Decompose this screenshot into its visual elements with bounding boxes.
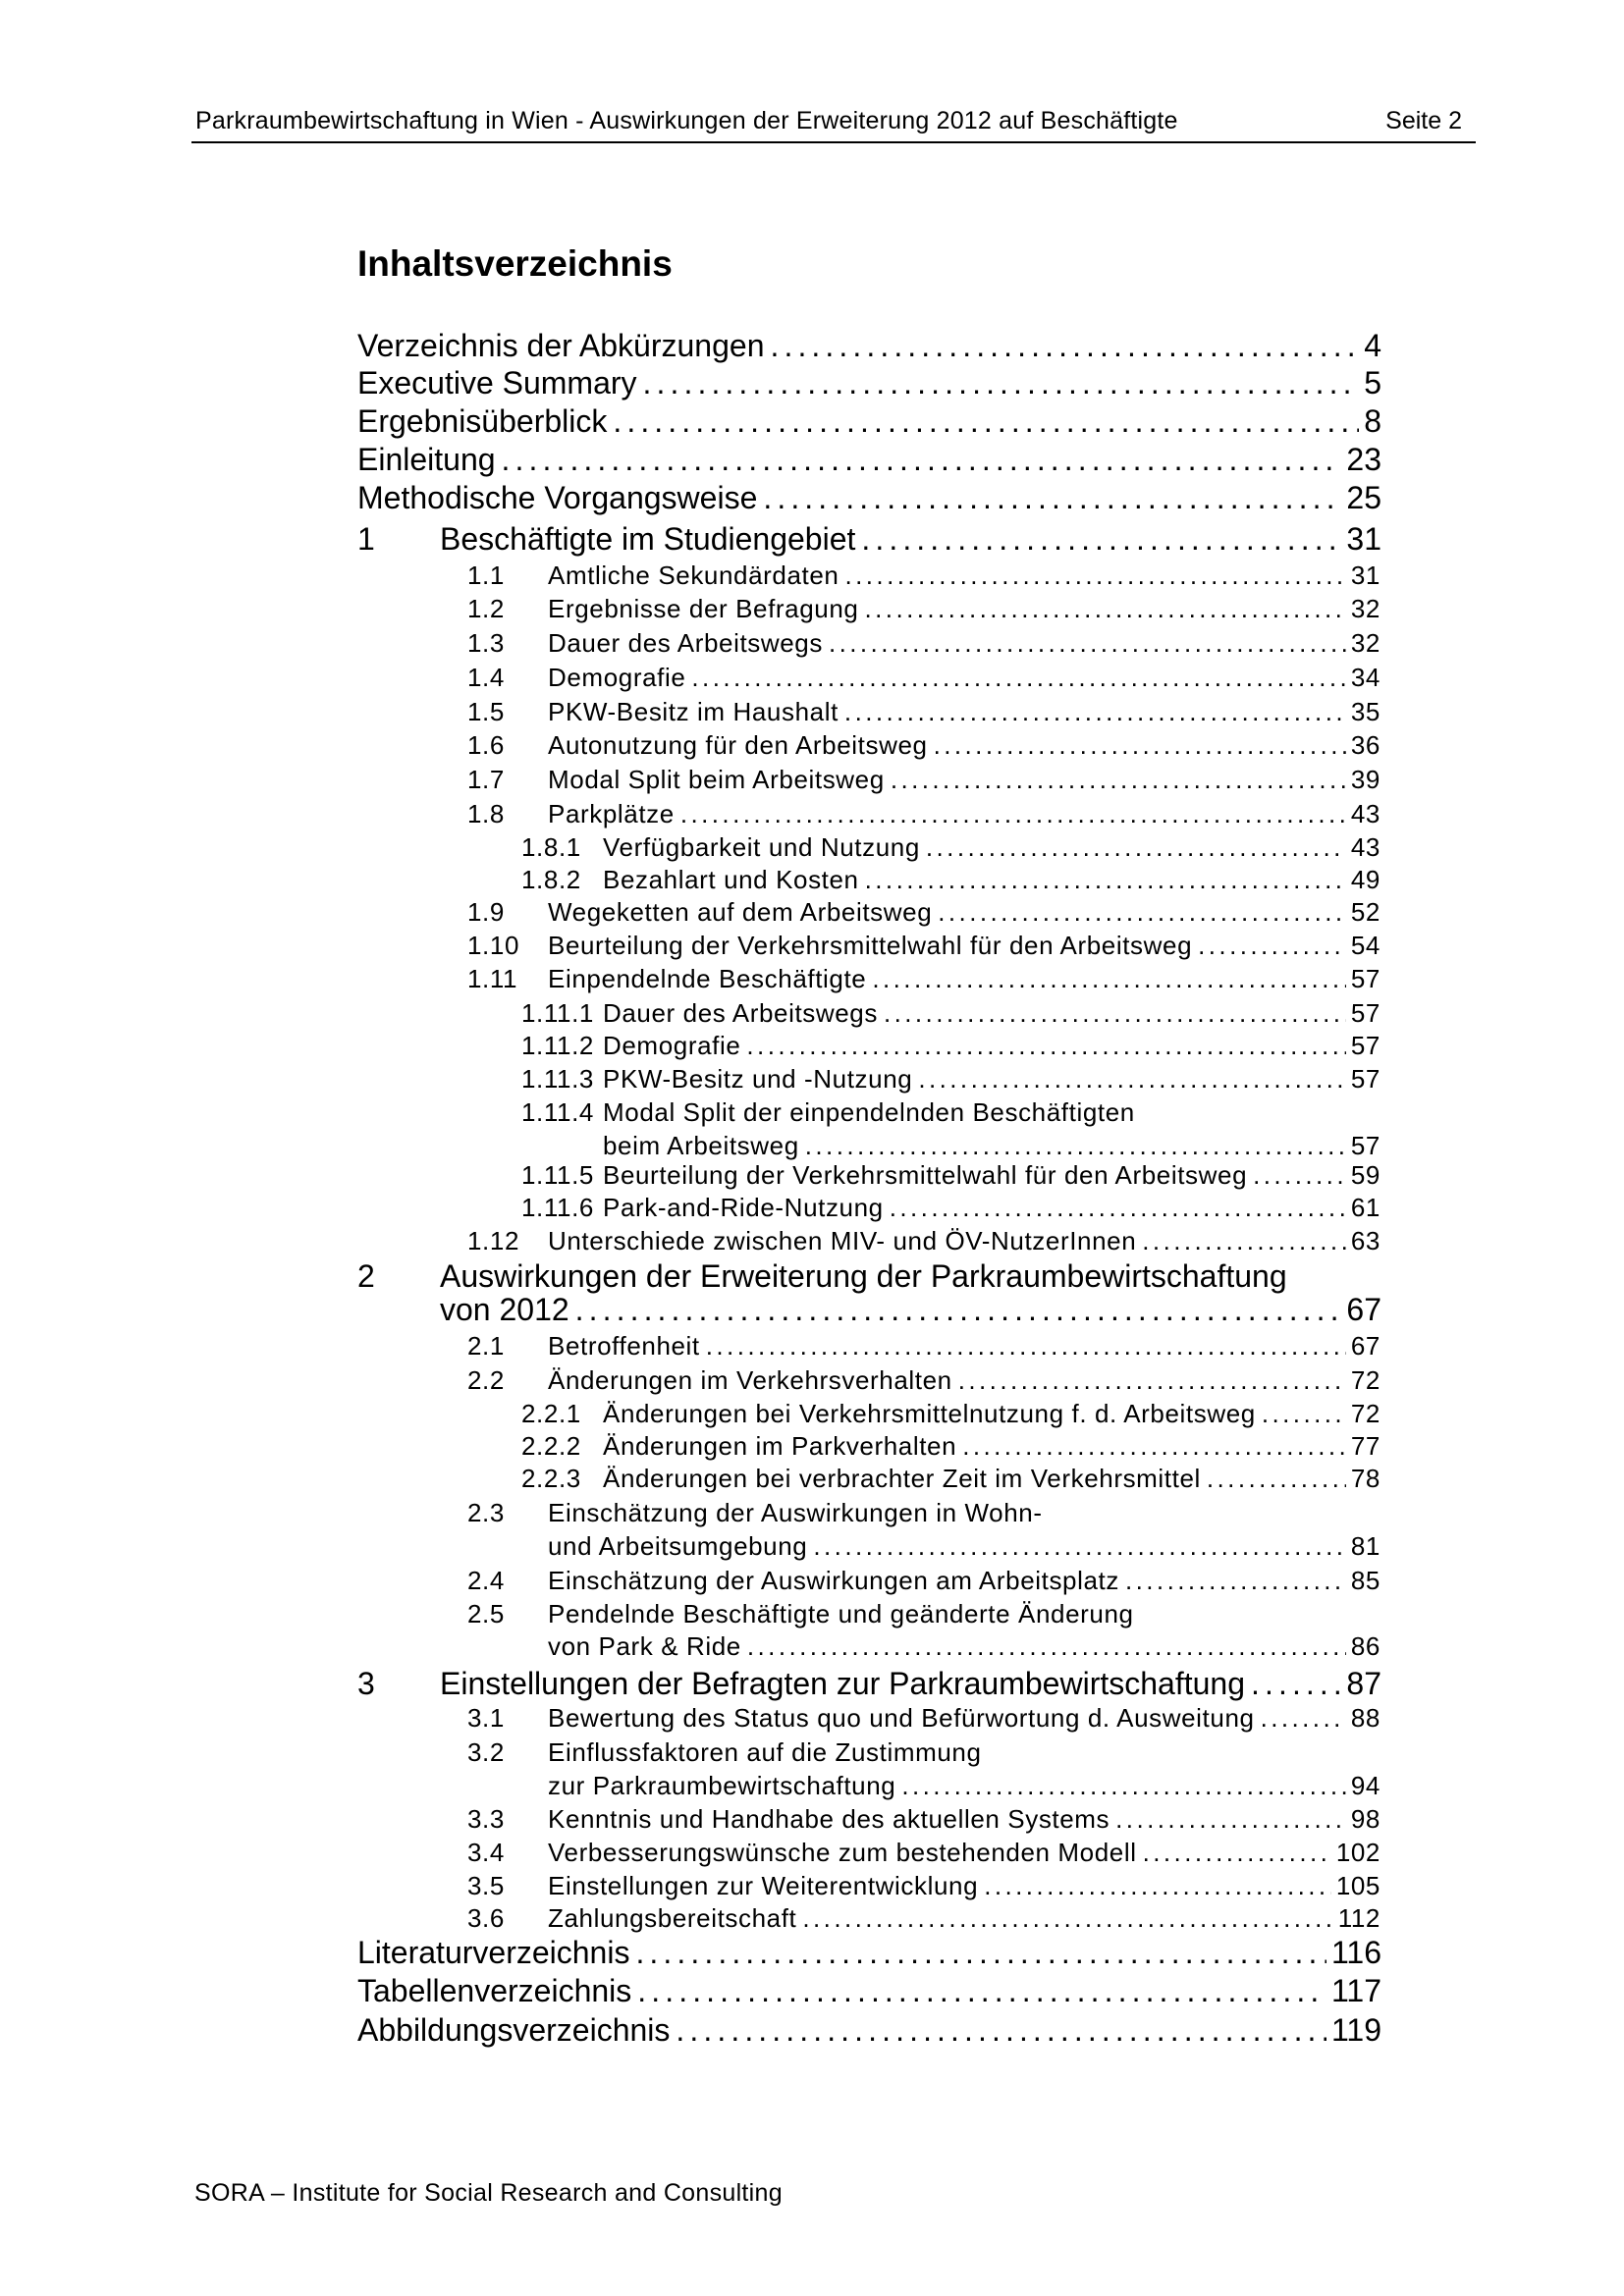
toc-entry-title: Kenntnis und Handhabe des aktuellen Systems	[548, 1803, 1110, 1834]
toc-entry-page: 36	[1350, 729, 1380, 760]
toc-dot-leader	[901, 1771, 1346, 1801]
toc-dot-leader	[918, 1064, 1346, 1095]
toc-entry-page: 43	[1350, 831, 1380, 862]
toc-entry-title: Einschätzung der Auswirkungen am Arbeitsplatz	[548, 1565, 1119, 1595]
toc-entry[interactable]	[603, 1031, 1380, 1061]
toc-entry-page: 59	[1350, 1159, 1380, 1190]
toc-entry-page: 63	[1350, 1225, 1380, 1255]
toc-entry-page: 32	[1350, 627, 1380, 658]
toc-entry[interactable]	[603, 1399, 1380, 1429]
toc-dot-leader	[643, 365, 1360, 401]
toc-entry-title: Amtliche Sekundärdaten	[548, 560, 839, 590]
toc-dot-leader	[635, 1935, 1326, 1971]
toc-entry-title: Modal Split beim Arbeitsweg	[548, 764, 885, 794]
toc-dot-leader	[926, 832, 1346, 863]
toc-dot-leader	[1262, 1399, 1346, 1429]
toc-entry-number: 1.3	[467, 627, 505, 658]
toc-entry-number: 1.11.2	[521, 1030, 594, 1060]
toc-entry-title: von 2012	[440, 1292, 569, 1328]
toc-entry-page: 57	[1350, 1030, 1380, 1060]
toc-entry[interactable]	[548, 1531, 1380, 1562]
toc-dot-leader	[844, 697, 1346, 727]
toc-entry-title: Verfügbarkeit und Nutzung	[603, 831, 920, 862]
toc-entry-title: Bezahlart und Kosten	[603, 864, 859, 894]
toc-entry-title: Wegeketten auf dem Arbeitsweg	[548, 896, 933, 927]
toc-entry-number: 1.7	[467, 764, 505, 794]
toc-entry[interactable]	[548, 594, 1380, 624]
toc-entry[interactable]	[548, 1331, 1380, 1362]
toc-entry-number: 1.11.6	[521, 1192, 594, 1222]
toc-entry-number: 1	[357, 521, 375, 558]
toc-entry-page: 54	[1350, 930, 1380, 960]
toc-entry-number: 1.11	[467, 963, 518, 993]
toc-entry-number: 1.8.2	[521, 864, 581, 894]
toc-entry-number: 3.6	[467, 1902, 505, 1933]
toc-dot-leader	[890, 1193, 1346, 1223]
toc-entry-page: 49	[1350, 864, 1380, 894]
toc-entry-page: 86	[1350, 1630, 1380, 1661]
toc-entry-page: 43	[1350, 798, 1380, 828]
toc-entry-title: Tabellenverzeichnis	[357, 1973, 632, 2009]
toc-dot-leader	[938, 897, 1346, 928]
toc-entry-page: 8	[1364, 403, 1381, 440]
toc-entry-number: 1.8.1	[521, 831, 581, 862]
toc-entry[interactable]	[603, 1431, 1380, 1462]
toc-dot-leader	[802, 1903, 1332, 1934]
toc-entry[interactable]	[548, 1804, 1380, 1835]
toc-entry-page: 72	[1350, 1398, 1380, 1428]
toc-entry-page: 52	[1350, 896, 1380, 927]
toc-entry[interactable]	[357, 1935, 1381, 1971]
toc-dot-leader	[865, 865, 1346, 895]
toc-entry[interactable]	[440, 1292, 1381, 1328]
toc-entry-number: 1.10	[467, 930, 520, 960]
toc-entry-number: 2	[357, 1258, 375, 1295]
toc-dot-leader	[676, 2012, 1326, 2049]
toc-entry[interactable]	[548, 663, 1380, 693]
toc-entry-page: 5	[1364, 365, 1381, 401]
toc-entry-number: 1.11.3	[521, 1063, 594, 1094]
toc-entry-title[interactable]: Pendelnde Beschäftigte und geänderte Änderung	[548, 1598, 1134, 1629]
toc-entry[interactable]	[440, 1666, 1381, 1702]
toc-entry-number: 2.3	[467, 1497, 505, 1527]
toc-entry-page: 116	[1330, 1935, 1381, 1971]
toc-entry[interactable]	[548, 799, 1380, 829]
toc-entry-title: Einpendelnde Beschäftigte	[548, 963, 867, 993]
toc-dot-leader	[1115, 1804, 1346, 1835]
toc-dot-leader	[746, 1031, 1345, 1061]
toc-entry-title[interactable]: Einschätzung der Auswirkungen in Wohn-	[548, 1497, 1043, 1527]
toc-entry-title: Beschäftigte im Studiengebiet	[440, 521, 856, 558]
toc-entry-title: Zahlungsbereitschaft	[548, 1902, 797, 1933]
toc-entry-number: 2.2.1	[521, 1398, 581, 1428]
toc-entry[interactable]	[357, 1973, 1381, 2009]
toc-entry[interactable]	[548, 697, 1380, 727]
toc-entry[interactable]	[548, 1566, 1380, 1596]
toc-dot-leader	[770, 328, 1359, 364]
toc-entry[interactable]	[548, 897, 1380, 928]
toc-entry-number: 1.1	[467, 560, 505, 590]
toc-entry-page: 77	[1350, 1430, 1380, 1461]
toc-entry-number: 1.11.1	[521, 997, 594, 1028]
toc-entry-page: 119	[1330, 2012, 1381, 2049]
toc-entry[interactable]	[548, 1838, 1380, 1868]
toc-dot-leader	[872, 964, 1346, 994]
toc-dot-leader	[706, 1331, 1346, 1362]
toc-entry-title: beim Arbeitsweg	[603, 1130, 799, 1160]
toc-entry-title: Dauer des Arbeitswegs	[603, 997, 878, 1028]
toc-entry[interactable]	[357, 480, 1381, 516]
toc-entry-title: von Park & Ride	[548, 1630, 741, 1661]
toc-entry-page: 78	[1350, 1463, 1380, 1493]
toc-entry-page: 31	[1346, 521, 1381, 558]
toc-dot-leader	[861, 521, 1341, 558]
toc-entry-page: 57	[1350, 963, 1380, 993]
toc-entry[interactable]	[548, 1771, 1380, 1801]
toc-entry-title: PKW-Besitz und -Nutzung	[603, 1063, 913, 1094]
toc-entry-title: Literaturverzeichnis	[357, 1935, 630, 1971]
toc-dot-leader	[502, 442, 1342, 478]
toc-entry-title: Verbesserungswünsche zum bestehenden Modell	[548, 1837, 1137, 1867]
toc-entry-page: 25	[1346, 480, 1381, 516]
toc-entry-page: 61	[1350, 1192, 1380, 1222]
toc-entry-number: 1.8	[467, 798, 505, 828]
toc-dot-leader	[1261, 1703, 1346, 1734]
toc-dot-leader	[1142, 1226, 1346, 1256]
toc-entry-title: Demografie	[548, 662, 686, 692]
toc-entry-number: 3.3	[467, 1803, 505, 1834]
toc-entry-title: Ergebnisse der Befragung	[548, 593, 859, 623]
toc-entry-number: 1.11.4	[521, 1096, 594, 1127]
toc-entry-title: Park-and-Ride-Nutzung	[603, 1192, 884, 1222]
toc-dot-leader	[1198, 931, 1346, 961]
toc-entry-number: 2.5	[467, 1598, 505, 1629]
toc-entry[interactable]	[357, 403, 1381, 440]
toc-entry-page: 81	[1350, 1530, 1380, 1561]
toc-entry-title: Abbildungsverzeichnis	[357, 2012, 671, 2049]
toc-entry[interactable]	[603, 832, 1380, 863]
header-page-number: Seite 2	[1385, 107, 1462, 134]
toc-entry-page: 98	[1350, 1803, 1380, 1834]
toc-dot-leader	[691, 663, 1345, 693]
toc-entry-title: Bewertung des Status quo und Befürwortung d. Ausweitung	[548, 1702, 1255, 1733]
toc-entry-page: 94	[1350, 1770, 1380, 1800]
toc-entry-page: 4	[1364, 328, 1381, 364]
toc-entry-title[interactable]: Modal Split der einpendelnden Beschäftigten	[603, 1096, 1135, 1127]
toc-entry-number: 3.1	[467, 1702, 505, 1733]
toc-entry[interactable]	[603, 1131, 1380, 1161]
toc-entry-page: 102	[1335, 1837, 1380, 1867]
toc-entry-title: Einstellungen zur Weiterentwicklung	[548, 1870, 979, 1900]
toc-entry-title: und Arbeitsumgebung	[548, 1530, 808, 1561]
toc-entry-number: 1.4	[467, 662, 505, 692]
toc-entry-number: 2.2.3	[521, 1463, 581, 1493]
toc-entry-number: 2.2	[467, 1364, 505, 1395]
toc-entry[interactable]	[357, 365, 1381, 401]
toc-entry[interactable]	[603, 1193, 1380, 1223]
toc-entry-title: Demografie	[603, 1030, 741, 1060]
toc-entry-title: Beurteilung der Verkehrsmittelwahl für den Arbeitsweg	[603, 1159, 1248, 1190]
toc-dot-leader	[575, 1292, 1342, 1328]
toc-dot-leader	[805, 1131, 1346, 1161]
toc-entry[interactable]	[603, 1160, 1380, 1191]
toc-entry[interactable]	[603, 865, 1380, 895]
toc-entry-title: Änderungen bei verbrachter Zeit im Verkehrsmittel	[603, 1463, 1201, 1493]
toc-entry-page: 105	[1335, 1870, 1380, 1900]
toc-entry-number: 3.4	[467, 1837, 505, 1867]
toc-entry-title: Betroffenheit	[548, 1330, 700, 1361]
toc-entry-page: 57	[1350, 1130, 1380, 1160]
toc-entry[interactable]	[548, 561, 1380, 591]
toc-dot-leader	[1125, 1566, 1346, 1596]
toc-entry-title: zur Parkraumbewirtschaftung	[548, 1770, 896, 1800]
toc-entry-title: Änderungen bei Verkehrsmittelnutzung f. d. Arbeitsweg	[603, 1398, 1256, 1428]
toc-entry[interactable]	[548, 1871, 1380, 1901]
toc-dot-leader	[891, 765, 1346, 795]
toc-entry-title: Einstellungen der Befragten zur Parkraumbewirtschaftung	[440, 1666, 1245, 1702]
toc-dot-leader	[1207, 1464, 1346, 1494]
toc-entry-title: Executive Summary	[357, 365, 637, 401]
toc-entry-title: Ergebnisüberblick	[357, 403, 608, 440]
toc-dot-leader	[958, 1365, 1346, 1396]
toc-entry-title: Unterschiede zwischen MIV- und ÖV-NutzerInnen	[548, 1225, 1137, 1255]
toc-entry-number: 1.6	[467, 729, 505, 760]
toc-entry[interactable]	[548, 1703, 1380, 1734]
toc-entry-page: 72	[1350, 1364, 1380, 1395]
toc-entry-title: Beurteilung der Verkehrsmittelwahl für den Arbeitsweg	[548, 930, 1193, 960]
toc-entry-page: 57	[1350, 997, 1380, 1028]
toc-entry-page: 39	[1350, 764, 1380, 794]
toc-dot-leader	[613, 403, 1359, 440]
page-header	[191, 102, 1476, 143]
toc-entry-title: Änderungen im Verkehrsverhalten	[548, 1364, 952, 1395]
toc-dot-leader	[747, 1631, 1346, 1662]
toc-entry[interactable]	[603, 1064, 1380, 1095]
toc-entry-page: 57	[1350, 1063, 1380, 1094]
page-footer: SORA – Institute for Social Research and Consulting	[194, 2179, 783, 2207]
toc-dot-leader	[934, 730, 1346, 761]
toc-entry-number: 2.2.2	[521, 1430, 581, 1461]
toc-entry-title: PKW-Besitz im Haushalt	[548, 696, 839, 726]
toc-entry-number: 1.11.5	[521, 1159, 594, 1190]
toc-dot-leader	[813, 1531, 1346, 1562]
toc-entry-number: 3.2	[467, 1736, 505, 1767]
toc-entry[interactable]	[357, 442, 1381, 478]
toc-entry-title: Parkplätze	[548, 798, 675, 828]
toc-entry[interactable]	[548, 1631, 1380, 1662]
toc-entry-number: 2.1	[467, 1330, 505, 1361]
toc-dot-leader	[962, 1431, 1346, 1462]
toc-entry-title: Autonutzung für den Arbeitsweg	[548, 729, 928, 760]
toc-entry-page: 35	[1350, 696, 1380, 726]
toc-entry[interactable]	[548, 931, 1380, 961]
toc-entry-page: 31	[1350, 560, 1380, 590]
toc-dot-leader	[865, 594, 1346, 624]
header-title: Parkraumbewirtschaftung in Wien - Auswirkungen der Erweiterung 2012 auf Beschäftigte	[195, 107, 1178, 134]
toc-entry-title[interactable]: Einflussfaktoren auf die Zustimmung	[548, 1736, 982, 1767]
toc-entry-title: Methodische Vorgangsweise	[357, 480, 758, 516]
toc-dot-leader	[1251, 1666, 1341, 1702]
toc-entry-title: Verzeichnis der Abkürzungen	[357, 328, 765, 364]
toc-entry-page: 34	[1350, 662, 1380, 692]
toc-entry-page: 85	[1350, 1565, 1380, 1595]
toc-dot-leader	[680, 799, 1346, 829]
toc-entry[interactable]	[548, 628, 1380, 659]
toc-entry[interactable]	[548, 730, 1380, 761]
toc-entry-number: 1.5	[467, 696, 505, 726]
toc-entry[interactable]	[603, 1464, 1380, 1494]
toc-entry-number: 2.4	[467, 1565, 505, 1595]
toc-entry[interactable]	[548, 1365, 1380, 1396]
toc-entry-title: Änderungen im Parkverhalten	[603, 1430, 957, 1461]
toc-entry[interactable]	[603, 998, 1380, 1029]
toc-dot-leader	[1143, 1838, 1331, 1868]
toc-dot-leader	[637, 1973, 1326, 2009]
toc-heading: Inhaltsverzeichnis	[357, 243, 673, 284]
toc-entry[interactable]	[548, 964, 1380, 994]
toc-entry-page: 112	[1337, 1902, 1380, 1933]
toc-entry[interactable]	[357, 328, 1381, 364]
toc-entry[interactable]	[357, 2012, 1381, 2049]
toc-entry-page: 87	[1346, 1666, 1381, 1702]
toc-dot-leader	[844, 561, 1345, 591]
toc-dot-leader	[1253, 1160, 1346, 1191]
toc-entry-number: 1.2	[467, 593, 505, 623]
toc-dot-leader	[884, 998, 1346, 1029]
toc-entry-page: 88	[1350, 1702, 1380, 1733]
toc-entry[interactable]	[548, 765, 1380, 795]
toc-entry[interactable]	[440, 521, 1381, 558]
toc-entry-page: 67	[1350, 1330, 1380, 1361]
toc-entry-page: 67	[1346, 1292, 1381, 1328]
toc-dot-leader	[829, 628, 1346, 659]
toc-entry[interactable]	[548, 1903, 1380, 1934]
toc-entry-title: Einleitung	[357, 442, 496, 478]
toc-entry-number: 3.5	[467, 1870, 505, 1900]
toc-entry-page: 117	[1330, 1973, 1381, 2009]
toc-dot-leader	[763, 480, 1341, 516]
toc-entry-number: 1.12	[467, 1225, 520, 1255]
toc-entry-number: 1.9	[467, 896, 505, 927]
toc-entry-title[interactable]: Auswirkungen der Erweiterung der Parkraumbewirtschaftung	[440, 1258, 1287, 1295]
toc-entry-page: 23	[1346, 442, 1381, 478]
toc-entry[interactable]	[548, 1226, 1380, 1256]
toc-dot-leader	[984, 1871, 1331, 1901]
toc-entry-title: Dauer des Arbeitswegs	[548, 627, 823, 658]
toc-entry-number: 3	[357, 1666, 375, 1702]
toc-entry-page: 32	[1350, 593, 1380, 623]
